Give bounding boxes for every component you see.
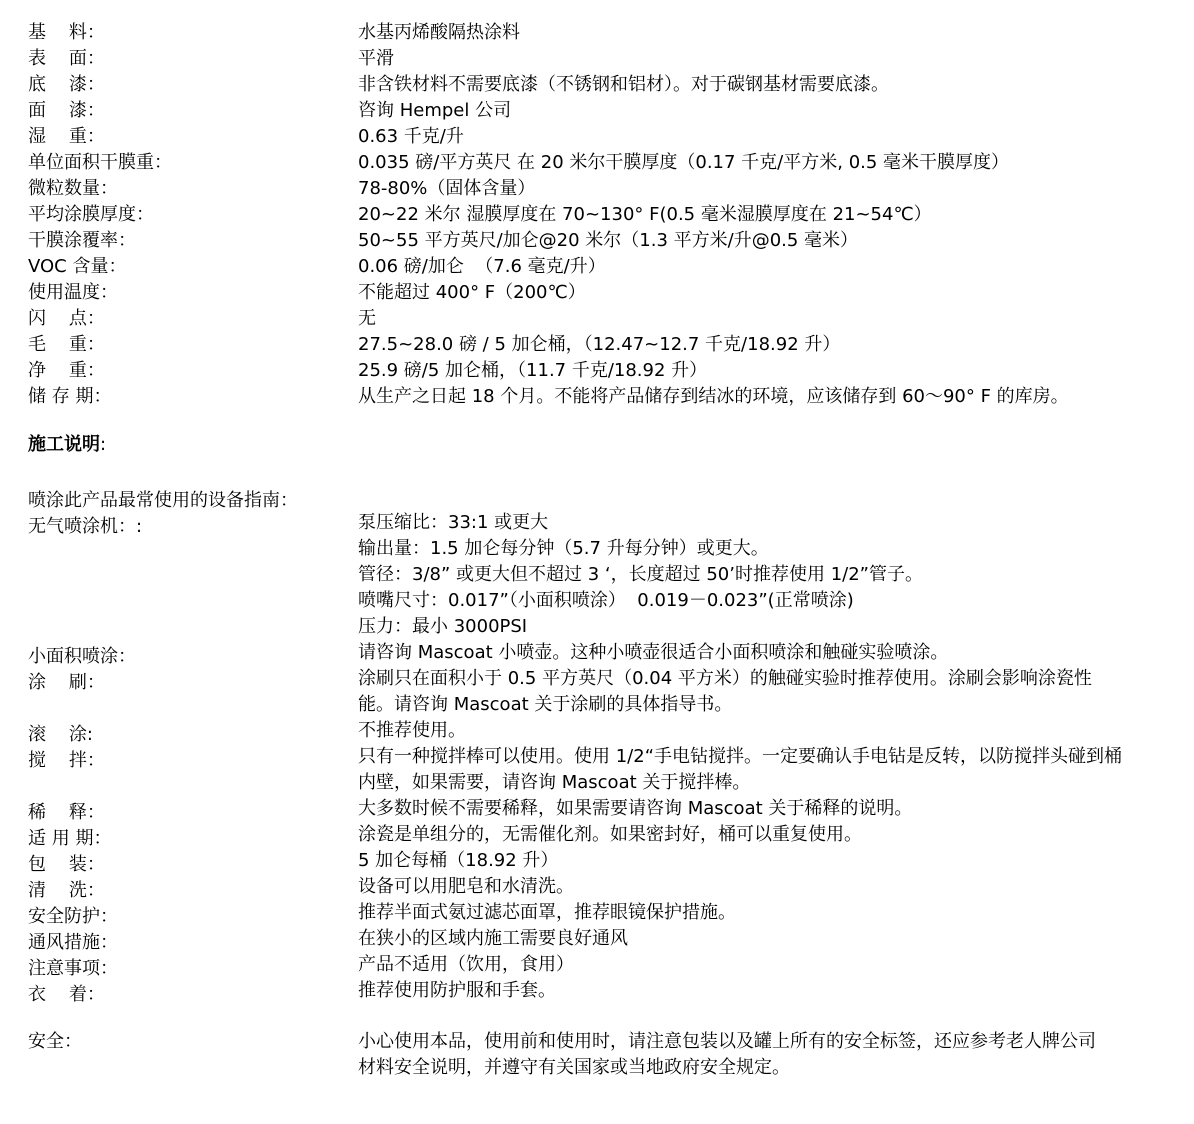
property-value: 50~55 平方英尺/加仑@20 米尔（1.3 平方米/升@0.5 毫米） xyxy=(358,230,859,251)
safety-row xyxy=(0,1029,1194,1081)
property-row xyxy=(0,280,1194,306)
application-item-row xyxy=(0,718,1194,744)
property-value: 20~22 米尔 湿膜厚度在 70~130° F(0.5 毫米湿膜厚度在 21~54℃） xyxy=(358,204,932,225)
application-item-text xyxy=(358,796,1188,822)
application-item-label: 搅 拌： xyxy=(28,750,105,771)
property-value: 78-80%（固体含量） xyxy=(358,178,536,199)
property-value: 0.63 千克/升 xyxy=(358,126,464,147)
airless-sprayer-specs xyxy=(358,510,1188,640)
property-row xyxy=(0,176,1194,202)
application-item-line: 在狭小的区域内施工需要良好通风 xyxy=(358,928,628,949)
application-item-label: 通风措施： xyxy=(28,932,118,953)
property-label: 单位面积干膜重： xyxy=(28,152,172,173)
application-item-label: 清 洗： xyxy=(28,880,105,901)
application-item-text xyxy=(358,874,1188,900)
airless-spec-line: 泵压缩比：33:1 或更大 xyxy=(358,512,549,533)
application-item-text xyxy=(358,718,1188,744)
property-label: VOC 含量： xyxy=(28,256,127,277)
application-heading-text: 施工说明 xyxy=(28,434,100,455)
application-item-line: 内壁，如果需要，请咨询 Mascoat 关于搅拌棒。 xyxy=(358,772,751,793)
property-label: 使用温度： xyxy=(28,282,118,303)
property-row xyxy=(0,332,1194,358)
application-item-label: 滚 涂: xyxy=(28,724,93,745)
safety-line: 材料安全说明，并遵守有关国家或当地政府安全规定。 xyxy=(358,1057,790,1078)
application-section xyxy=(0,432,1194,1008)
safety-text xyxy=(358,1029,1188,1081)
application-item-text xyxy=(358,952,1188,978)
application-item-line: 涂瓷是单组分的，无需催化剂。如果密封好，桶可以重复使用。 xyxy=(358,824,862,845)
application-item-label: 适 用 期： xyxy=(28,828,112,849)
application-item-label: 安全防护： xyxy=(28,906,118,927)
application-item-text xyxy=(358,926,1188,952)
application-item-row xyxy=(0,978,1194,1004)
property-value: 平滑 xyxy=(358,48,394,69)
application-item-text xyxy=(358,744,1188,796)
application-item-line: 5 加仑每桶（18.92 升） xyxy=(358,850,559,871)
application-item-row xyxy=(0,640,1194,666)
property-value: 27.5~28.0 磅 / 5 加仑桶，（12.47~12.7 千克/18.92 升） xyxy=(358,334,841,355)
application-item-line: 涂刷只在面积小于 0.5 平方英尺（0.04 平方米）的触碰实验时推荐使用。涂刷会影响涂瓷性 xyxy=(358,668,1092,689)
application-item-text xyxy=(358,640,1188,666)
property-row xyxy=(0,254,1194,280)
application-item-line: 大多数时候不需要稀释，如果需要请咨询 Mascoat 关于稀释的说明。 xyxy=(358,798,913,819)
property-row xyxy=(0,98,1194,124)
property-row xyxy=(0,228,1194,254)
application-item-label: 稀 释： xyxy=(28,802,105,823)
property-value: 0.035 磅/平方英尺 在 20 米尔干膜厚度（0.17 千克/平方米, 0.5 毫米干膜厚度） xyxy=(358,152,1010,173)
application-item-row xyxy=(0,848,1194,874)
property-label: 底 漆： xyxy=(28,74,105,95)
property-row xyxy=(0,124,1194,150)
application-item-text xyxy=(358,978,1188,1004)
application-item-row xyxy=(0,796,1194,822)
airless-sprayer-label: 无气喷涂机：: xyxy=(28,516,143,537)
application-heading-suffix: : xyxy=(100,434,107,455)
application-item-line: 设备可以用肥皂和水清洗。 xyxy=(358,876,574,897)
property-value: 无 xyxy=(358,308,376,329)
application-item-row xyxy=(0,874,1194,900)
application-item-row xyxy=(0,666,1194,718)
property-row xyxy=(0,72,1194,98)
property-row xyxy=(0,306,1194,332)
property-row xyxy=(0,384,1194,410)
properties-section xyxy=(0,20,1194,410)
airless-spec-line: 压力：最小 3000PSI xyxy=(358,616,528,637)
application-item-row xyxy=(0,900,1194,926)
application-item-label: 涂 刷： xyxy=(28,672,105,693)
application-item-text xyxy=(358,900,1188,926)
application-item-line: 不推荐使用。 xyxy=(358,720,466,741)
application-item-line: 产品不适用（饮用，食用） xyxy=(358,954,574,975)
property-label: 干膜涂覆率： xyxy=(28,230,136,251)
property-value: 水基丙烯酸隔热涂料 xyxy=(358,22,520,43)
property-label: 面 漆： xyxy=(28,100,105,121)
property-row xyxy=(0,46,1194,72)
application-items xyxy=(0,640,1194,1004)
application-item-label: 包 装： xyxy=(28,854,105,875)
property-value: 25.9 磅/5 加仑桶，（11.7 千克/18.92 升） xyxy=(358,360,708,381)
property-label: 平均涂膜厚度： xyxy=(28,204,154,225)
airless-spec-line: 喷嘴尺寸：0.017”（小面积喷涂） 0.019－0.023”(正常喷涂) xyxy=(358,590,854,611)
application-item-line: 推荐使用防护服和手套。 xyxy=(358,980,556,1001)
application-item-text xyxy=(358,822,1188,848)
application-item-text xyxy=(358,848,1188,874)
property-row xyxy=(0,150,1194,176)
property-value: 不能超过 400° F（200℃） xyxy=(358,282,586,303)
application-item-line: 请咨询 Mascoat 小喷壶。这种小喷壶很适合小面积喷涂和触碰实验喷涂。 xyxy=(358,642,949,663)
safety-line: 小心使用本品，使用前和使用时，请注意包装以及罐上所有的安全标签，还应参考老人牌公司 xyxy=(358,1031,1096,1052)
application-item-row xyxy=(0,822,1194,848)
safety-section xyxy=(0,1029,1194,1081)
application-item-label: 小面积喷涂： xyxy=(28,646,136,667)
airless-spec-line: 输出量：1.5 加仑每分钟（5.7 升每分钟）或更大。 xyxy=(358,538,769,559)
application-item-text xyxy=(358,666,1188,718)
application-item-label: 注意事项： xyxy=(28,958,118,979)
property-label: 净 重： xyxy=(28,360,105,381)
airless-spec-line: 管径：3/8” 或更大但不超过 3 ‘，长度超过 50’时推荐使用 1/2”管子。 xyxy=(358,564,923,585)
property-label: 表 面： xyxy=(28,48,105,69)
property-label: 储 存 期： xyxy=(28,386,112,407)
property-label: 湿 重： xyxy=(28,126,105,147)
application-item-line: 推荐半面式氨过滤芯面罩，推荐眼镜保护措施。 xyxy=(358,902,736,923)
application-item-row xyxy=(0,926,1194,952)
property-value: 非含铁材料不需要底漆（不锈钢和铝材）。对于碳钢基材需要底漆。 xyxy=(358,74,889,95)
property-label: 基 料： xyxy=(28,22,105,43)
application-heading xyxy=(28,432,1194,458)
property-label: 闪 点： xyxy=(28,308,105,329)
application-item-row xyxy=(0,744,1194,796)
equipment-guide: 喷涂此产品最常使用的设备指南： xyxy=(28,490,298,511)
property-label: 微粒数量： xyxy=(28,178,118,199)
property-value: 从生产之日起 18 个月。不能将产品储存到结冰的环境，应该储存到 60～90° F 的库房。 xyxy=(358,386,1069,407)
property-label: 毛 重： xyxy=(28,334,105,355)
application-item-line: 只有一种搅拌棒可以使用。使用 1/2“手电钻搅拌。一定要确认手电钻是反转，以防搅拌头碰到桶 xyxy=(358,746,1123,767)
safety-label: 安全： xyxy=(28,1031,82,1052)
application-item-label: 衣 着： xyxy=(28,984,105,1005)
property-row xyxy=(0,202,1194,228)
application-item-row xyxy=(0,952,1194,978)
property-value: 0.06 磅/加仑 （7.6 毫克/升） xyxy=(358,256,606,277)
airless-sprayer-row xyxy=(0,514,1194,644)
application-item-line: 能。请咨询 Mascoat 关于涂刷的具体指导书。 xyxy=(358,694,733,715)
property-row xyxy=(0,20,1194,46)
property-value: 咨询 Hempel 公司 xyxy=(358,100,512,121)
property-row xyxy=(0,358,1194,384)
